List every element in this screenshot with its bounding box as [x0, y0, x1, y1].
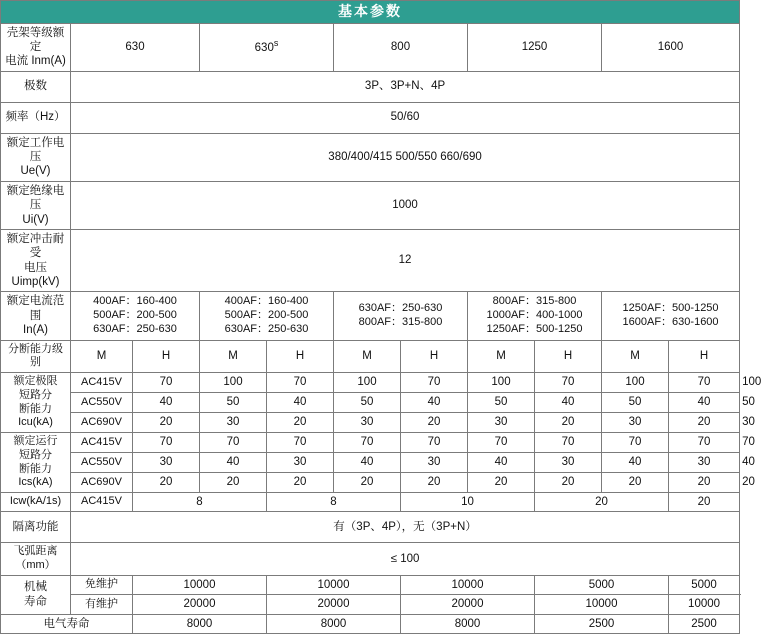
ics-415-cell: 70	[334, 433, 401, 453]
icw-row	[1, 493, 740, 512]
rated-impulse-voltage-label	[1, 229, 71, 292]
mech-free-cell-630: 10000	[133, 575, 267, 594]
mech-maint-cell-630s: 20000	[267, 595, 401, 614]
rated-impulse-voltage-value: 12	[71, 229, 740, 292]
breaking-class-cell: M	[602, 340, 669, 373]
frame-current-value-800: 800	[334, 23, 468, 71]
ics-550-cell: 30	[133, 453, 200, 473]
range-line: 1250AF：500-1250	[622, 302, 719, 315]
icu-label-line4: Icu(kA)	[18, 416, 53, 429]
elec-cell-1600: 2500	[669, 614, 740, 633]
ics-row-550: AC550V 30 40 30 40 30 40 30 40 30 40	[1, 453, 740, 473]
ics-label-line3: 断能力	[19, 462, 52, 475]
icu-550-cell: 40	[535, 393, 602, 413]
isolation-row	[1, 512, 740, 543]
icu-550-cell: 40	[133, 393, 200, 413]
mech-free-cell-1600: 5000	[669, 575, 740, 594]
rated-working-voltage-value: 380/400/415 500/550 660/690	[71, 133, 740, 181]
ue-label-line2: Ue(V)	[20, 165, 51, 178]
range-line: 1000AF：400-1000	[486, 309, 583, 322]
table-title: 基本参数	[1, 1, 740, 24]
frame-630s-number: 630	[254, 42, 274, 55]
frame-current-value-630s	[200, 23, 334, 71]
frame-current-value-1250: 1250	[468, 23, 602, 71]
isolation-label: 隔离功能	[1, 512, 71, 543]
icu-row-415: 额定极限 短路分 断能力 Icu(kA) AC415V 70 100 70 100 70 100 70 100 70 100	[1, 373, 740, 393]
rated-insulation-voltage-row	[1, 181, 740, 229]
icu-row-690: AC690V 20 30 20 30 20 30 20 30 20 30	[1, 413, 740, 433]
frequency-row	[1, 102, 740, 133]
ics-row-415: 额定运行 短路分 断能力 Ics(kA) AC415V 70 70 70 70 70 70 70 70 70 70	[1, 433, 740, 453]
icu-690-cell: 30	[334, 413, 401, 433]
icu-550-cell: 40	[669, 393, 740, 413]
poles-row	[1, 71, 740, 102]
ics-690-cell: 20	[267, 473, 334, 493]
ics-550-cell: 30	[267, 453, 334, 473]
mech-maint-cell-630: 20000	[133, 595, 267, 614]
mech-maint-cell-1600: 10000	[669, 595, 740, 614]
icu-550-cell: 40	[401, 393, 468, 413]
frequency-value: 50/60	[71, 102, 740, 133]
breaking-class-cell: M	[334, 340, 401, 373]
frame-current-value-1600: 1600	[602, 23, 740, 71]
rated-current-range-1600	[602, 292, 740, 340]
icw-cell-630s: 8	[267, 493, 401, 512]
icu-690-cell: 30	[468, 413, 535, 433]
rated-working-voltage-label	[1, 133, 71, 181]
mechanical-life-label	[1, 575, 71, 614]
icu-415-cell: 70	[401, 373, 468, 393]
ics-415-cell: 70	[401, 433, 468, 453]
breaking-class-label: 分断能力级别	[1, 340, 71, 373]
breaking-class-row	[1, 340, 740, 373]
ics-415-cell: 70	[200, 433, 267, 453]
icu-voltage-415-label: AC415V	[71, 373, 133, 393]
arc-distance-row	[1, 543, 740, 576]
with-maintenance-label: 有维护	[71, 595, 133, 614]
ics-550-cell: 30	[401, 453, 468, 473]
icu-415-cell: 100	[334, 373, 401, 393]
range-line: 630AF：250-630	[224, 322, 309, 335]
rated-working-voltage-row	[1, 133, 740, 181]
icw-cell-800: 10	[401, 493, 535, 512]
arc-distance-label: 飞弧距离（mm）	[1, 543, 71, 576]
ics-690-cell: 20	[133, 473, 200, 493]
icu-550-cell: 50	[200, 393, 267, 413]
isolation-value: 有（3P、4P），无（3P+N）	[71, 512, 740, 543]
ics-550-cell: 40	[468, 453, 535, 473]
in-range-label-line1: 额定电流范围	[6, 295, 65, 322]
ics-690-cell: 20	[468, 473, 535, 493]
icu-690-cell: 20	[669, 413, 740, 433]
ics-label-line2: 短路分	[19, 448, 52, 461]
ics-550-cell: 30	[535, 453, 602, 473]
ics-415-cell: 70	[535, 433, 602, 453]
ics-415-cell: 70	[133, 433, 200, 453]
icu-415-cell: 100	[602, 373, 669, 393]
ics-550-cell: 40	[200, 453, 267, 473]
breaking-class-cell: H	[267, 340, 334, 373]
icu-label	[1, 373, 71, 433]
rated-current-range-1250	[468, 292, 602, 340]
ics-voltage-550-label: AC550V	[71, 453, 133, 473]
icu-690-cell: 20	[401, 413, 468, 433]
ics-415-cell: 70	[669, 433, 740, 453]
icu-label-line2: 短路分	[19, 388, 52, 401]
icu-voltage-550-label: AC550V	[71, 393, 133, 413]
ics-voltage-690-label: AC690V	[71, 473, 133, 493]
elec-cell-800: 8000	[401, 614, 535, 633]
icu-690-cell: 30	[602, 413, 669, 433]
icu-row-550: AC550V 40 50 40 50 40 50 40 50 40 50	[1, 393, 740, 413]
icu-415-cell: 100	[468, 373, 535, 393]
ics-690-cell: 20	[535, 473, 602, 493]
ics-690-cell: 20	[200, 473, 267, 493]
icu-label-line1: 额定极限	[13, 375, 58, 387]
breaking-class-cell: M	[71, 340, 133, 373]
icu-690-cell: 30	[200, 413, 267, 433]
ics-voltage-415-label: AC415V	[71, 433, 133, 453]
range-line: 1250AF：500-1250	[486, 322, 583, 335]
electrical-life-label: 电气寿命	[1, 614, 133, 633]
ics-415-cell: 70	[468, 433, 535, 453]
breaking-class-cell: H	[669, 340, 740, 373]
mech-label-line1: 机械	[24, 581, 47, 594]
rated-current-range-800	[334, 292, 468, 340]
icw-cell-1250: 20	[535, 493, 669, 512]
range-line: 800AF：315-800	[492, 295, 577, 308]
ue-label-line1: 额定工作电压	[6, 136, 65, 163]
icu-415-cell: 70	[535, 373, 602, 393]
range-line: 500AF：200-500	[224, 309, 309, 322]
elec-cell-1250: 2500	[535, 614, 669, 633]
icu-label-line3: 断能力	[19, 402, 52, 415]
arc-distance-value: ≤ 100	[71, 543, 740, 576]
ics-550-cell: 30	[669, 453, 740, 473]
rated-current-range-630s	[200, 292, 334, 340]
icu-690-cell: 20	[133, 413, 200, 433]
range-line: 400AF：160-400	[224, 295, 309, 308]
ics-690-cell: 20	[602, 473, 669, 493]
breaking-class-cell: M	[468, 340, 535, 373]
mech-label-line2: 寿命	[24, 595, 47, 608]
breaking-class-cell: H	[535, 340, 602, 373]
icw-cell-1600: 20	[669, 493, 740, 512]
rated-insulation-voltage-value: 1000	[71, 181, 740, 229]
ics-690-cell: 20	[669, 473, 740, 493]
rated-impulse-voltage-row	[1, 229, 740, 292]
ics-label-line1: 额定运行	[13, 435, 58, 447]
range-line: 1600AF：630-1600	[622, 315, 719, 328]
mechanical-life-maintenance-free-row	[1, 575, 740, 594]
rated-current-range-row	[1, 292, 740, 340]
icu-690-cell: 20	[267, 413, 334, 433]
ics-label	[1, 433, 71, 493]
frame-current-label	[1, 23, 71, 71]
mech-maint-cell-1250: 10000	[535, 595, 669, 614]
icu-550-cell: 50	[468, 393, 535, 413]
poles-value: 3P、3P+N、4P	[71, 71, 740, 102]
rated-current-range-label	[1, 292, 71, 340]
ics-415-cell: 70	[602, 433, 669, 453]
mech-free-cell-630s: 10000	[267, 575, 401, 594]
uimp-label-line2: 电压 Uimp(kV)	[11, 261, 60, 288]
uimp-label-line1: 额定冲击耐受	[6, 232, 65, 260]
ics-690-cell: 20	[334, 473, 401, 493]
icu-550-cell: 50	[602, 393, 669, 413]
ui-label-line2: Ui(V)	[22, 213, 49, 226]
mech-free-cell-800: 10000	[401, 575, 535, 594]
mech-maint-cell-800: 20000	[401, 595, 535, 614]
electrical-life-row	[1, 614, 740, 633]
ics-row-690: AC690V 20 20 20 20 20 20 20 20 20 20	[1, 473, 740, 493]
poles-label: 极数	[1, 71, 71, 102]
icw-cell-630: 8	[133, 493, 267, 512]
breaking-class-cell: M	[200, 340, 267, 373]
icu-voltage-690-label: AC690V	[71, 413, 133, 433]
maintenance-free-label: 免维护	[71, 575, 133, 594]
table-title-row	[1, 1, 740, 24]
elec-cell-630s: 8000	[267, 614, 401, 633]
icu-690-cell: 20	[535, 413, 602, 433]
ics-550-cell: 40	[334, 453, 401, 473]
ics-690-cell: 20	[401, 473, 468, 493]
range-line: 630AF：250-630	[358, 302, 443, 315]
rated-insulation-voltage-label	[1, 181, 71, 229]
icu-415-cell: 70	[267, 373, 334, 393]
icw-voltage-label: AC415V	[71, 493, 133, 512]
ics-550-cell: 40	[602, 453, 669, 473]
range-line: 500AF：200-500	[93, 309, 177, 322]
frame-630s-superscript: s	[273, 38, 279, 49]
frequency-label: 频率（Hz）	[1, 102, 71, 133]
ics-label-line4: Ics(kA)	[18, 476, 53, 489]
breaking-class-cell: H	[133, 340, 200, 373]
ui-label-line1: 额定绝缘电压	[6, 184, 65, 212]
ics-415-cell: 70	[267, 433, 334, 453]
range-line: 800AF：315-800	[358, 315, 443, 328]
icu-550-cell: 40	[267, 393, 334, 413]
breaking-class-cell: H	[401, 340, 468, 373]
mechanical-life-with-maintenance-row	[1, 595, 740, 614]
icu-415-cell: 70	[669, 373, 740, 393]
rated-current-range-630	[71, 292, 200, 340]
elec-cell-630: 8000	[133, 614, 267, 633]
icw-label: Icw(kА/1s)	[1, 493, 71, 512]
frame-current-label-line1: 壳架等级额定	[6, 26, 65, 53]
mech-free-cell-1250: 5000	[535, 575, 669, 594]
frame-current-label-line2: 电流 Inm(A)	[5, 55, 66, 68]
frame-current-value-630: 630	[71, 23, 200, 71]
icu-415-cell: 70	[133, 373, 200, 393]
range-line: 400AF：160-400	[93, 295, 177, 308]
in-range-label-line2: In(A)	[23, 324, 48, 337]
icu-550-cell: 50	[334, 393, 401, 413]
icu-415-cell: 100	[200, 373, 267, 393]
frame-current-row	[1, 23, 740, 71]
range-line: 630AF：250-630	[93, 322, 177, 335]
